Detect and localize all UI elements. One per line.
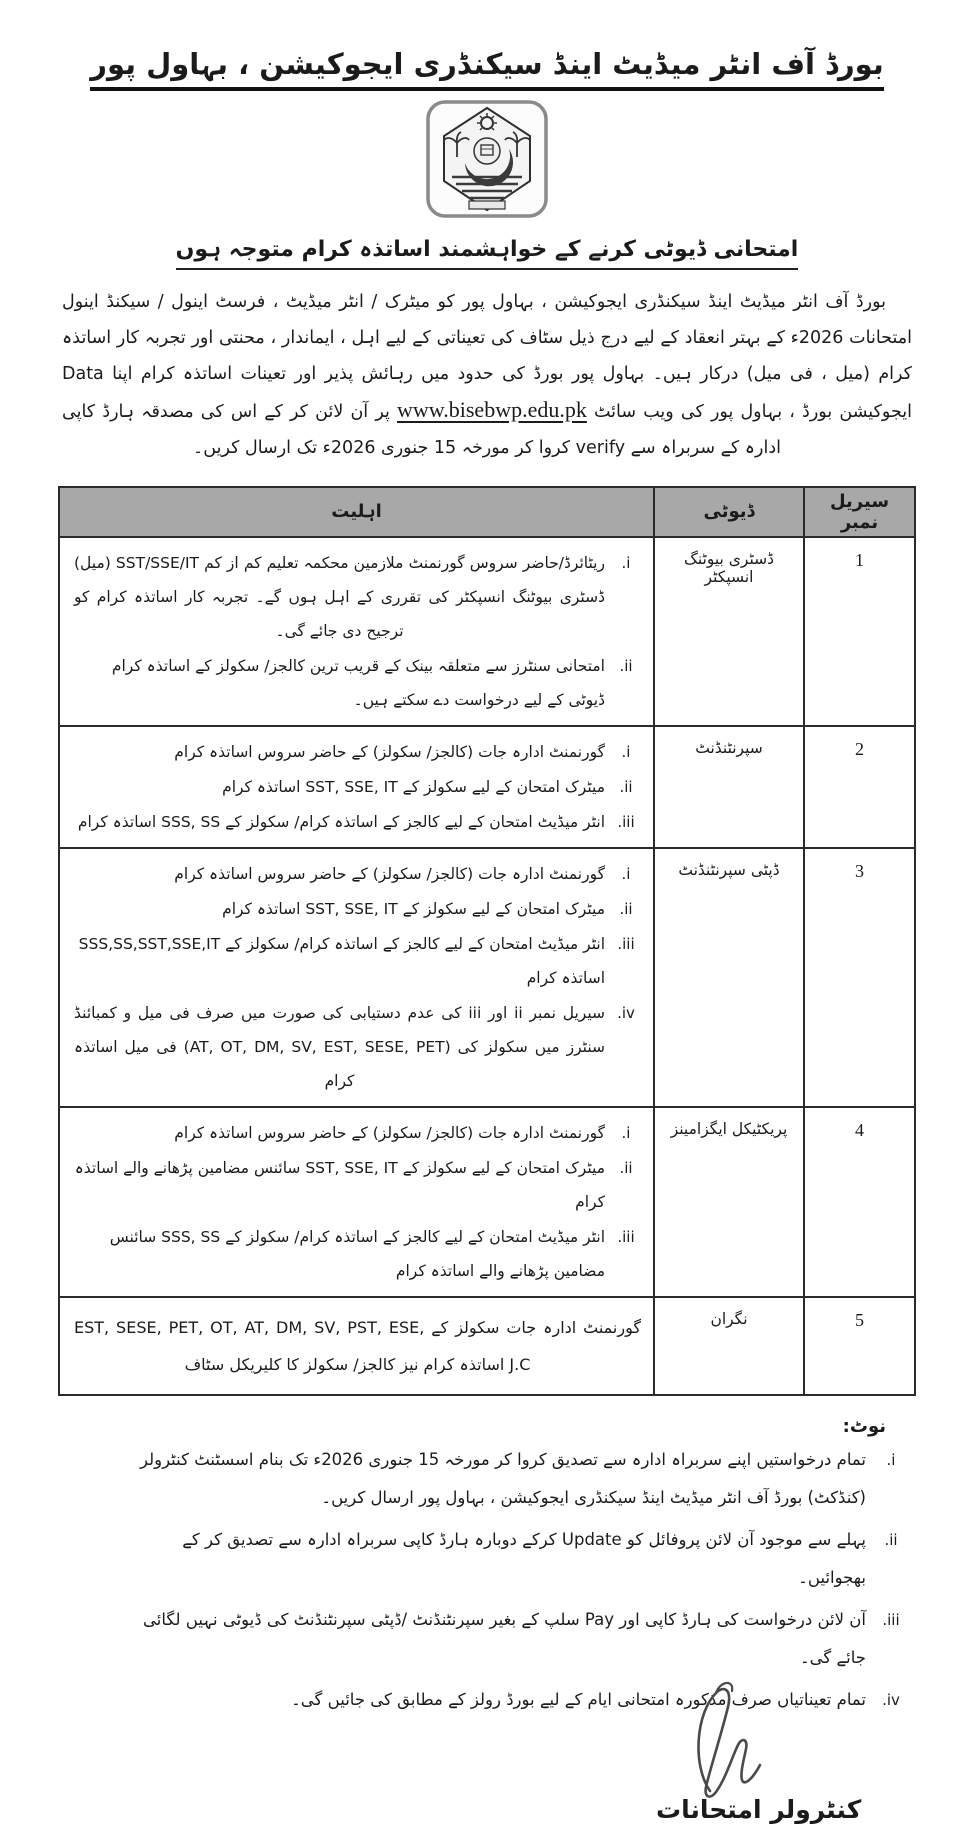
duty-name: پریکٹیکل ایگزامینز — [654, 1107, 804, 1297]
eligibility-item — [68, 927, 647, 995]
eligibility-item — [68, 1220, 647, 1288]
eligibility-item — [68, 996, 647, 1098]
item-text: انٹر میڈیٹ امتحان کے لیے کالجز کے اساتذہ کرام/ سکولز کے SSS, SS اساتذہ کرام — [77, 812, 605, 831]
note-text: آن لائن درخواست کی ہارڈ کاپی اور Pay سلپ کے بغیر سپرنٹنڈنٹ /ڈپٹی سپرنٹنڈنٹ کی ڈیوٹی نہیں لگائی جائے گی۔ — [143, 1609, 866, 1667]
note-text: تمام درخواستیں اپنے سربراہ ادارہ سے تصدیق کروا کر مورخہ 15 جنوری 2026ء تک بنام اسسٹنٹ کنٹرولر (کنڈکٹ) بورڈ آف انٹر میڈیٹ اینڈ سیکنڈری ایجوکیشن ، بہاول پور ارسال کریں۔ — [139, 1449, 866, 1507]
item-text: سیریل نمبر ii اور iii کی عدم دستیابی کی صورت میں صرف فی میل و کمبائنڈ سنٹرز میں سکولز کی (AT, OT, DM, SV, EST, SESE, PET) فی میل اساتذہ کرام — [74, 1003, 605, 1090]
eligibility-item — [68, 1116, 647, 1150]
item-marker: ii. — [619, 899, 633, 918]
eligibility-cell — [59, 1297, 654, 1395]
serial-number: 2 — [804, 726, 915, 848]
duty-name: ڈپٹی سپرنٹنڈنٹ — [654, 848, 804, 1107]
eligibility-cell — [59, 537, 654, 726]
note-text: پہلے سے موجود آن لائن پروفائل کو Update کرکے دوبارہ ہارڈ کاپی سربراہ ادارہ سے تصدیق کر کے بھجوائیں۔ — [182, 1529, 866, 1587]
item-marker: i. — [621, 742, 631, 761]
eligibility-item — [68, 546, 647, 648]
eligibility-item — [68, 770, 647, 804]
duty-name: سپرنٹنڈنٹ — [654, 726, 804, 848]
item-marker: iv. — [617, 1003, 635, 1022]
item-marker: ii. — [619, 777, 633, 796]
item-text: امتحانی سنٹرز سے متعلقہ بینک کے قریب ترین کالجز/ سکولز کے اساتذہ کرام ڈیوٹی کے لیے درخواست دے سکتے ہیں۔ — [111, 656, 605, 709]
eligibility-item — [68, 735, 647, 769]
eligibility-item — [68, 892, 647, 926]
column-header-duty: ڈیوٹی — [654, 487, 804, 537]
serial-number: 3 — [804, 848, 915, 1107]
column-header-serial: سیریل نمبر — [804, 487, 915, 537]
item-text: انٹر میڈیٹ امتحان کے لیے کالجز کے اساتذہ کرام/ سکولز کے SSS, SS سائنس مضامین پڑھانے والے اساتذہ کرام — [109, 1227, 605, 1280]
eligibility-item — [68, 805, 647, 839]
duty-table — [58, 486, 916, 1396]
table-row — [59, 1297, 915, 1395]
item-text: گورنمنٹ ادارہ جات (کالجز/ سکولز) کے حاضر سروس اساتذہ کرام — [174, 864, 605, 883]
duty-name: ڈسٹری بیوٹنگ انسپکٹر — [654, 537, 804, 726]
column-header-eligibility: اہلیت — [59, 487, 654, 537]
serial-number: 4 — [804, 1107, 915, 1297]
page-title — [58, 46, 916, 91]
duty-name: نگران — [654, 1297, 804, 1395]
table-header-row — [59, 487, 915, 537]
intro-text-after: پر آن لائن کر کے اس کی مصدقہ ہارڈ کاپی ادارہ کے سربراہ سے verify کروا کر مورخہ 15 جنوری 2026ء تک ارسال کریں۔ — [62, 401, 781, 458]
item-text: گورنمنٹ ادارہ جات (کالجز/ سکولز) کے حاضر سروس اساتذہ کرام — [174, 1123, 605, 1142]
page-title-text: بورڈ آف انٹر میڈیٹ اینڈ سیکنڈری ایجوکیشن ، بہاول پور — [90, 46, 883, 91]
item-marker: i. — [621, 553, 631, 572]
table-row — [59, 1107, 915, 1297]
table-row — [59, 726, 915, 848]
item-text: میٹرک امتحان کے لیے سکولز کے SST, SSE, IT اساتذہ کرام — [222, 899, 605, 918]
eligibility-cell — [59, 726, 654, 848]
item-marker: iii. — [617, 812, 635, 831]
item-marker: iii. — [617, 934, 635, 953]
eligibility-text: گورنمنٹ ادارہ جات سکولز کے EST, SESE, PET, OT, AT, DM, SV, PST, ESE, J.C اساتذہ کرام نیز کالجز/ سکولز کا کلیریکل سٹاف — [74, 1317, 641, 1374]
item-marker: ii. — [619, 1158, 633, 1177]
board-crest-icon — [425, 99, 549, 219]
item-text: گورنمنٹ ادارہ جات (کالجز/ سکولز) کے حاضر سروس اساتذہ کرام — [174, 742, 605, 761]
item-text: میٹرک امتحان کے لیے سکولز کے SST, SSE, IT سائنس مضامین پڑھانے والے اساتذہ کرام — [74, 1158, 605, 1211]
note-item — [58, 1441, 916, 1517]
board-logo — [58, 99, 916, 223]
eligibility-item — [68, 857, 647, 891]
notice-subtitle — [58, 237, 916, 270]
eligibility-item — [68, 1151, 647, 1219]
serial-number: 5 — [804, 1297, 915, 1395]
note-item — [58, 1521, 916, 1597]
table-row — [59, 537, 915, 726]
note-item — [58, 1601, 916, 1677]
notes-heading: نوٹ: — [842, 1415, 886, 1437]
eligibility-cell — [59, 848, 654, 1107]
item-marker: iii. — [617, 1227, 635, 1246]
table-row — [59, 848, 915, 1107]
item-marker: i. — [621, 1123, 631, 1142]
note-marker: iii. — [882, 1610, 900, 1629]
item-marker: i. — [621, 864, 631, 883]
intro-paragraph — [62, 284, 912, 466]
intro-text-before: بورڈ آف انٹر میڈیٹ اینڈ سیکنڈری ایجوکیشن ، بہاول پور کو میٹرک / انٹر میڈیٹ ، فرسٹ اینول / سیکنڈ اینول امتحانات 2026ء کے بہتر انعقاد کے لیے درج ذیل سٹاف کی تعیناتی کے لیے اہل ، ایماندار ، محنتی اور تجربہ کار اساتذہ کرام (میل ، فی میل) درکار ہیں۔ بہاول پور بورڈ کی حدود میں رہائش پذیر اور تعینات اساتذہ کرام اپنا Data ایجوکیشن بورڈ ، بہاول پور کی ویب سائٹ — [62, 291, 912, 422]
note-text: تمام تعیناتیاں صرف مذکورہ امتحانی ایام کے لیے بورڈ رولز کے مطابق کی جائیں گی۔ — [291, 1689, 866, 1709]
eligibility-cell — [59, 1107, 654, 1297]
note-marker: iv. — [882, 1690, 900, 1709]
eligibility-item — [68, 649, 647, 717]
item-text: انٹر میڈیٹ امتحان کے لیے کالجز کے اساتذہ کرام/ سکولز کے SSS,SS,SST,SSE,IT اساتذہ کرام — [78, 934, 605, 987]
notice-subtitle-text: امتحانی ڈیوٹی کرنے کے خواہشمند اساتذہ کرام متوجہ ہوں — [176, 237, 799, 270]
website-link: www.bisebwp.edu.pk — [397, 396, 587, 422]
note-item — [58, 1681, 916, 1719]
item-marker: ii. — [619, 656, 633, 675]
signatory-title: کنٹرولر امتحانات — [656, 1794, 862, 1824]
serial-number: 1 — [804, 537, 915, 726]
item-text: میٹرک امتحان کے لیے سکولز کے SST, SSE, IT اساتذہ کرام — [222, 777, 605, 796]
item-text: ریٹائرڈ/حاضر سروس گورنمنٹ ملازمین محکمہ تعلیم کم از کم SST/SSE/IT (میل) ڈسٹری بیوٹنگ انسپکٹر کی تقرری کے اہل ہوں گے۔ تجربہ کار اساتذہ کرام کو ترجیح دی جائے گی۔ — [74, 553, 605, 640]
note-marker: ii. — [884, 1530, 898, 1549]
note-marker: i. — [886, 1450, 896, 1469]
